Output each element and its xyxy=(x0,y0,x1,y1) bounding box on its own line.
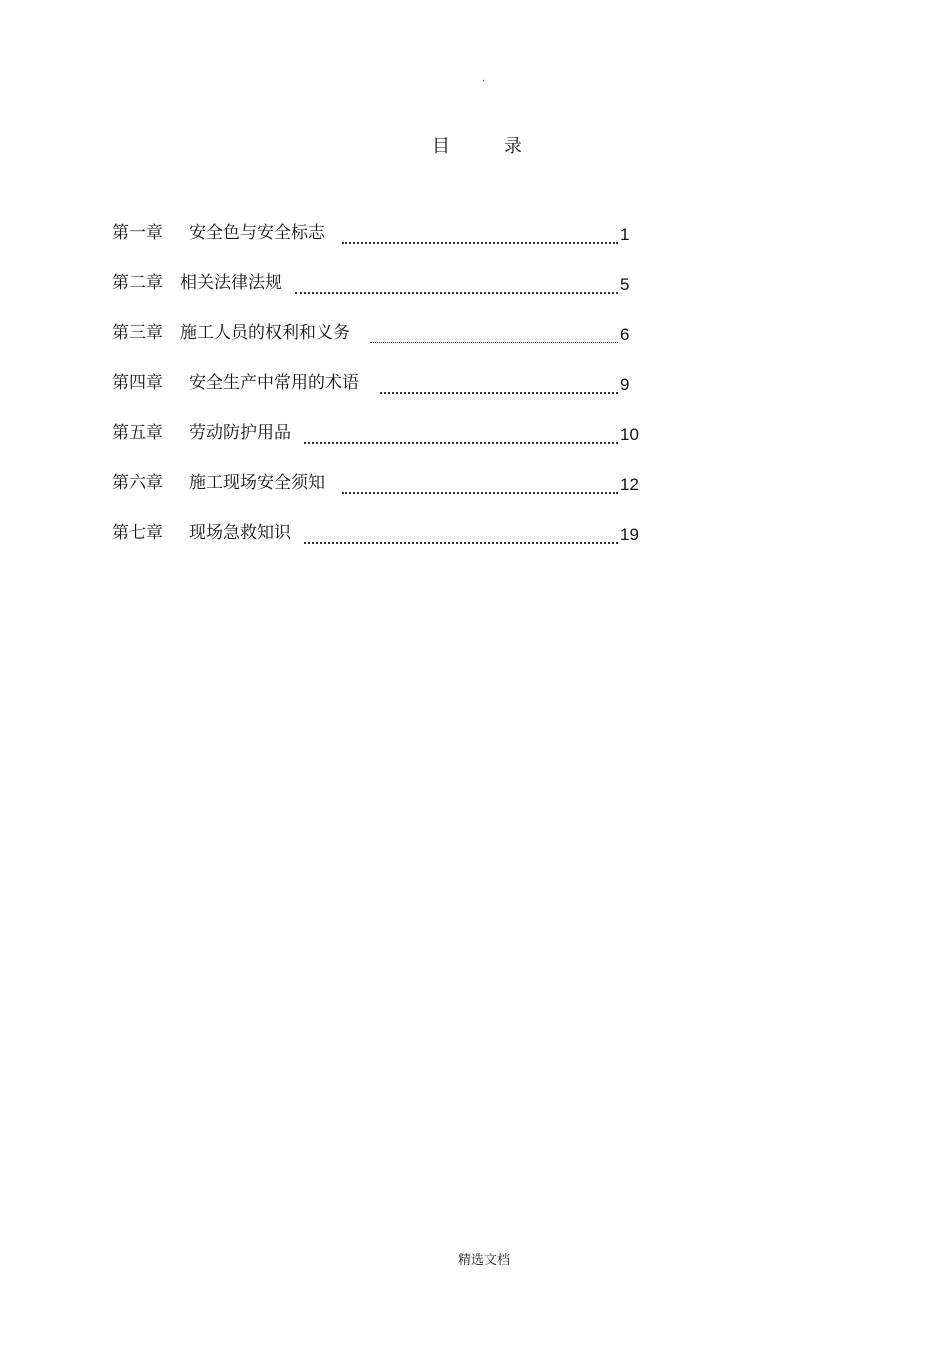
toc-chapter-title: 相关法律法规 xyxy=(180,273,282,293)
toc-leader-dots xyxy=(342,242,618,244)
toc-leader-dots xyxy=(370,342,618,343)
toc-leader-dots xyxy=(342,492,618,494)
toc-leader-dots xyxy=(380,392,618,394)
toc-entry xyxy=(112,421,642,471)
toc-page-number: 10 xyxy=(620,425,639,444)
toc-chapter-number: 第四章 xyxy=(112,373,163,393)
toc-chapter-title: 安全色与安全标志 xyxy=(189,223,325,243)
toc-chapter-number: 第七章 xyxy=(112,523,163,543)
toc-page-number: 19 xyxy=(620,525,639,544)
toc-list xyxy=(112,221,642,571)
toc-chapter-number: 第五章 xyxy=(112,423,163,443)
toc-page-number: 12 xyxy=(620,475,639,494)
toc-chapter-title: 劳动防护用品 xyxy=(189,423,291,443)
toc-entry xyxy=(112,371,642,421)
toc-entry xyxy=(112,471,642,521)
toc-entry xyxy=(112,271,642,321)
toc-leader-dots xyxy=(304,542,618,544)
toc-entry xyxy=(112,521,642,571)
toc-title: 目 录 xyxy=(432,136,540,157)
toc-page-number: 6 xyxy=(620,325,630,344)
toc-leader-dots xyxy=(304,442,618,444)
toc-chapter-number: 第六章 xyxy=(112,473,163,493)
toc-chapter-number: 第一章 xyxy=(112,223,163,243)
toc-leader-dots xyxy=(295,292,618,294)
toc-page-number: 9 xyxy=(620,375,630,394)
toc-chapter-title: 施工人员的权利和义务 xyxy=(180,323,350,343)
toc-chapter-title: 施工现场安全须知 xyxy=(189,473,325,493)
footer-label: 精选文档 xyxy=(457,1253,510,1268)
toc-chapter-number: 第三章 xyxy=(112,323,163,343)
toc-page-number: 5 xyxy=(620,275,630,294)
header-mark: . xyxy=(482,73,486,84)
toc-entry xyxy=(112,321,642,371)
toc-chapter-title: 现场急救知识 xyxy=(189,523,291,543)
toc-chapter-number: 第二章 xyxy=(112,273,163,293)
toc-entry xyxy=(112,221,642,271)
toc-page-number: 1 xyxy=(620,225,630,244)
toc-chapter-title: 安全生产中常用的术语 xyxy=(189,373,359,393)
